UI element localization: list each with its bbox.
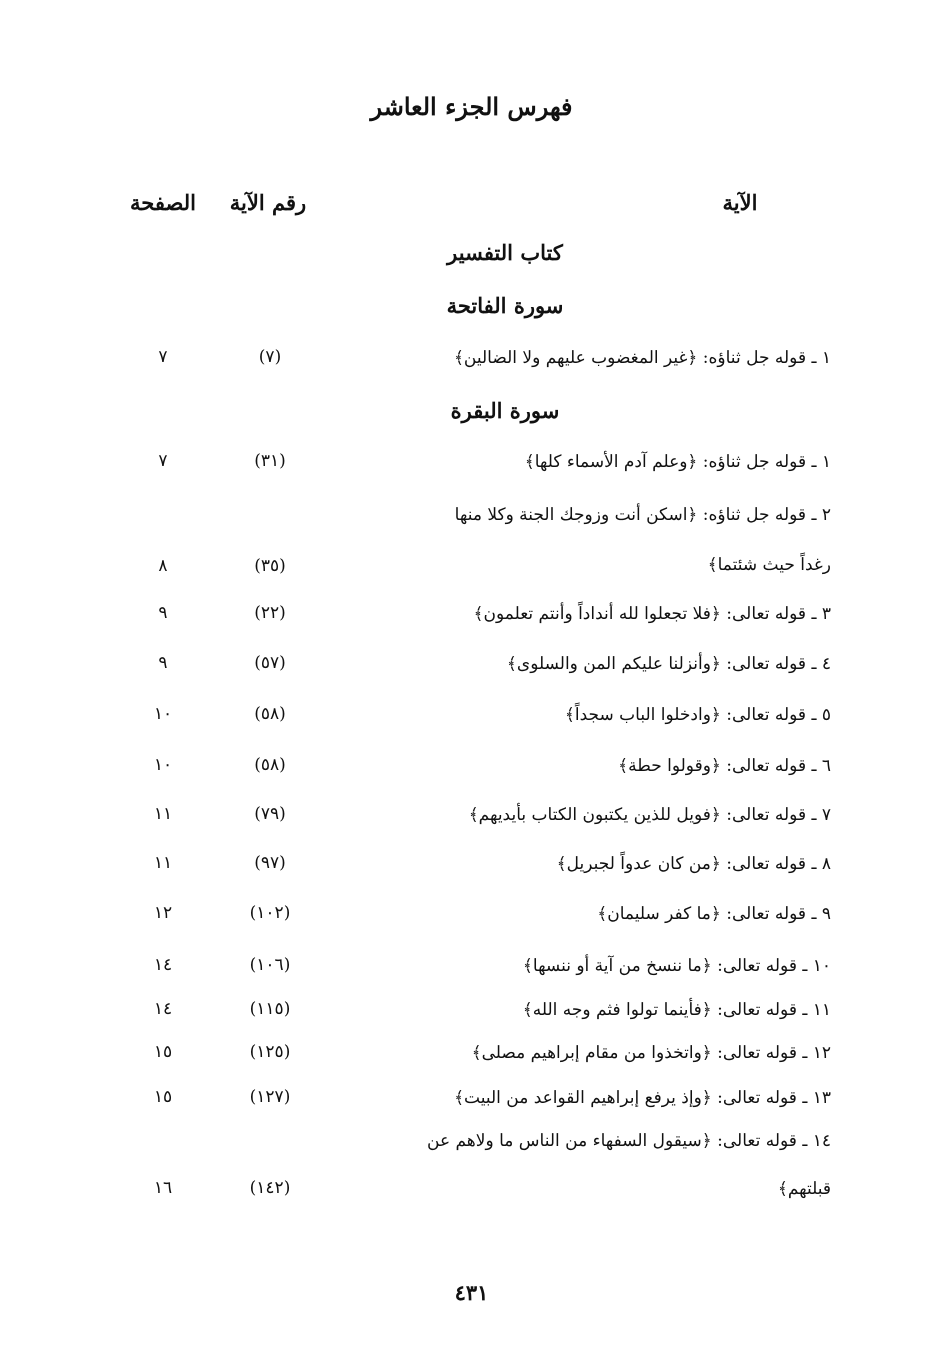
index-row bbox=[0, 603, 943, 639]
entry-text: ٣ ـ قوله تعالى: ﴿فلا تجعلوا لله أنداداً وأنتم تعلمون﴾ bbox=[473, 604, 831, 624]
column-header-ayah-number: رقم الآية bbox=[229, 190, 307, 215]
index-row bbox=[0, 451, 943, 487]
ayah-number: (١٢٥) bbox=[249, 1042, 291, 1062]
entry-text: ٢ ـ قوله جل ثناؤه: ﴿اسكن أنت وزوجك الجنة وكلا منها bbox=[454, 505, 831, 525]
entry-text: ١٢ ـ قوله تعالى: ﴿واتخذوا من مقام إبراهيم مصلى﴾ bbox=[471, 1043, 831, 1063]
index-row bbox=[0, 704, 943, 740]
ayah-number: (٣٥) bbox=[254, 556, 286, 576]
ayah-number: (١٤٢) bbox=[249, 1178, 291, 1198]
entry-text: ١٣ ـ قوله تعالى: ﴿وإذ يرفع إبراهيم القواعد من البيت﴾ bbox=[454, 1088, 831, 1108]
ayah-number: (٧٩) bbox=[254, 804, 286, 824]
index-row bbox=[0, 1042, 943, 1078]
page-ref: ١٥ bbox=[153, 1042, 173, 1062]
ayah-number: (١٠٦) bbox=[249, 955, 291, 975]
ayah-number: (٥٨) bbox=[254, 704, 286, 724]
entry-text: ١٤ ـ قوله تعالى: ﴿سيقول السفهاء من الناس ما ولاهم عن bbox=[427, 1131, 831, 1151]
page-ref: ٩ bbox=[158, 603, 168, 623]
column-header-page: الصفحة bbox=[130, 190, 196, 215]
entry-text: ١ ـ قوله جل ثناؤه: ﴿وعلم آدم الأسماء كلها﴾ bbox=[524, 452, 831, 472]
page-number: ٤٣١ bbox=[454, 1280, 489, 1305]
column-header-ayah: الآية bbox=[722, 190, 758, 215]
index-row bbox=[0, 804, 943, 840]
index-row bbox=[0, 653, 943, 689]
entry-text: ١ ـ قوله جل ثناؤه: ﴿غير المغضوب عليهم ولا الضالين﴾ bbox=[453, 348, 831, 368]
entry-text-continuation: قبلتهم﴾ bbox=[777, 1179, 831, 1199]
page-ref: ١٥ bbox=[153, 1087, 173, 1107]
page-ref: ١٠ bbox=[153, 704, 173, 724]
ayah-number: (٩٧) bbox=[254, 853, 286, 873]
page-ref: ١٦ bbox=[153, 1178, 173, 1198]
entry-text: ٥ ـ قوله تعالى: ﴿وادخلوا الباب سجداً﴾ bbox=[564, 705, 831, 725]
book-heading: كتاب التفسير bbox=[447, 240, 563, 265]
index-row bbox=[0, 853, 943, 889]
entry-text: ١٠ ـ قوله تعالى: ﴿ما ننسخ من آية أو ننسها﴾ bbox=[522, 956, 831, 976]
ayah-number: (٢٢) bbox=[254, 603, 286, 623]
page-ref: ١٢ bbox=[153, 903, 173, 923]
entry-text: ٩ ـ قوله تعالى: ﴿ما كفر سليمان﴾ bbox=[597, 904, 831, 924]
entry-text-continuation: رغداً حيث شئتما﴾ bbox=[707, 555, 831, 575]
page-ref: ١١ bbox=[153, 804, 173, 824]
page-title: فهرس الجزء العاشر bbox=[370, 92, 573, 121]
page-ref: ٧ bbox=[158, 451, 168, 471]
entry-text: ٦ ـ قوله تعالى: ﴿وقولوا حطة﴾ bbox=[618, 756, 831, 776]
page-ref: ١١ bbox=[153, 853, 173, 873]
page-ref: ٨ bbox=[158, 556, 168, 576]
ayah-number: (٣١) bbox=[254, 451, 286, 471]
page-ref: ٧ bbox=[158, 347, 168, 367]
index-row bbox=[0, 903, 943, 939]
ayah-number: (٧) bbox=[258, 347, 282, 367]
entry-text: ٧ ـ قوله تعالى: ﴿فويل للذين يكتبون الكتاب بأيديهم﴾ bbox=[468, 805, 831, 825]
surah-heading-baqarah: سورة البقرة bbox=[450, 398, 560, 423]
page-ref: ١٤ bbox=[153, 955, 173, 975]
entry-text: ١١ ـ قوله تعالى: ﴿فأينما تولوا فثم وجه الله﴾ bbox=[522, 1000, 831, 1020]
index-row bbox=[0, 1087, 943, 1123]
index-row bbox=[0, 999, 943, 1035]
index-row bbox=[0, 755, 943, 791]
entry-text: ٨ ـ قوله تعالى: ﴿من كان عدواً لجبريل﴾ bbox=[556, 854, 831, 874]
index-row bbox=[0, 955, 943, 991]
index-row bbox=[0, 1130, 943, 1220]
ayah-number: (١٠٢) bbox=[249, 903, 291, 923]
surah-heading-fatiha: سورة الفاتحة bbox=[446, 293, 564, 318]
index-row bbox=[0, 504, 943, 594]
index-row bbox=[0, 347, 943, 383]
page-ref: ٩ bbox=[158, 653, 168, 673]
ayah-number: (٥٧) bbox=[254, 653, 286, 673]
ayah-number: (١١٥) bbox=[249, 999, 291, 1019]
page-ref: ١٠ bbox=[153, 755, 173, 775]
page-ref: ١٤ bbox=[153, 999, 173, 1019]
ayah-number: (١٢٧) bbox=[249, 1087, 291, 1107]
entry-text: ٤ ـ قوله تعالى: ﴿وأنزلنا عليكم المن والسلوى﴾ bbox=[506, 654, 831, 674]
ayah-number: (٥٨) bbox=[254, 755, 286, 775]
